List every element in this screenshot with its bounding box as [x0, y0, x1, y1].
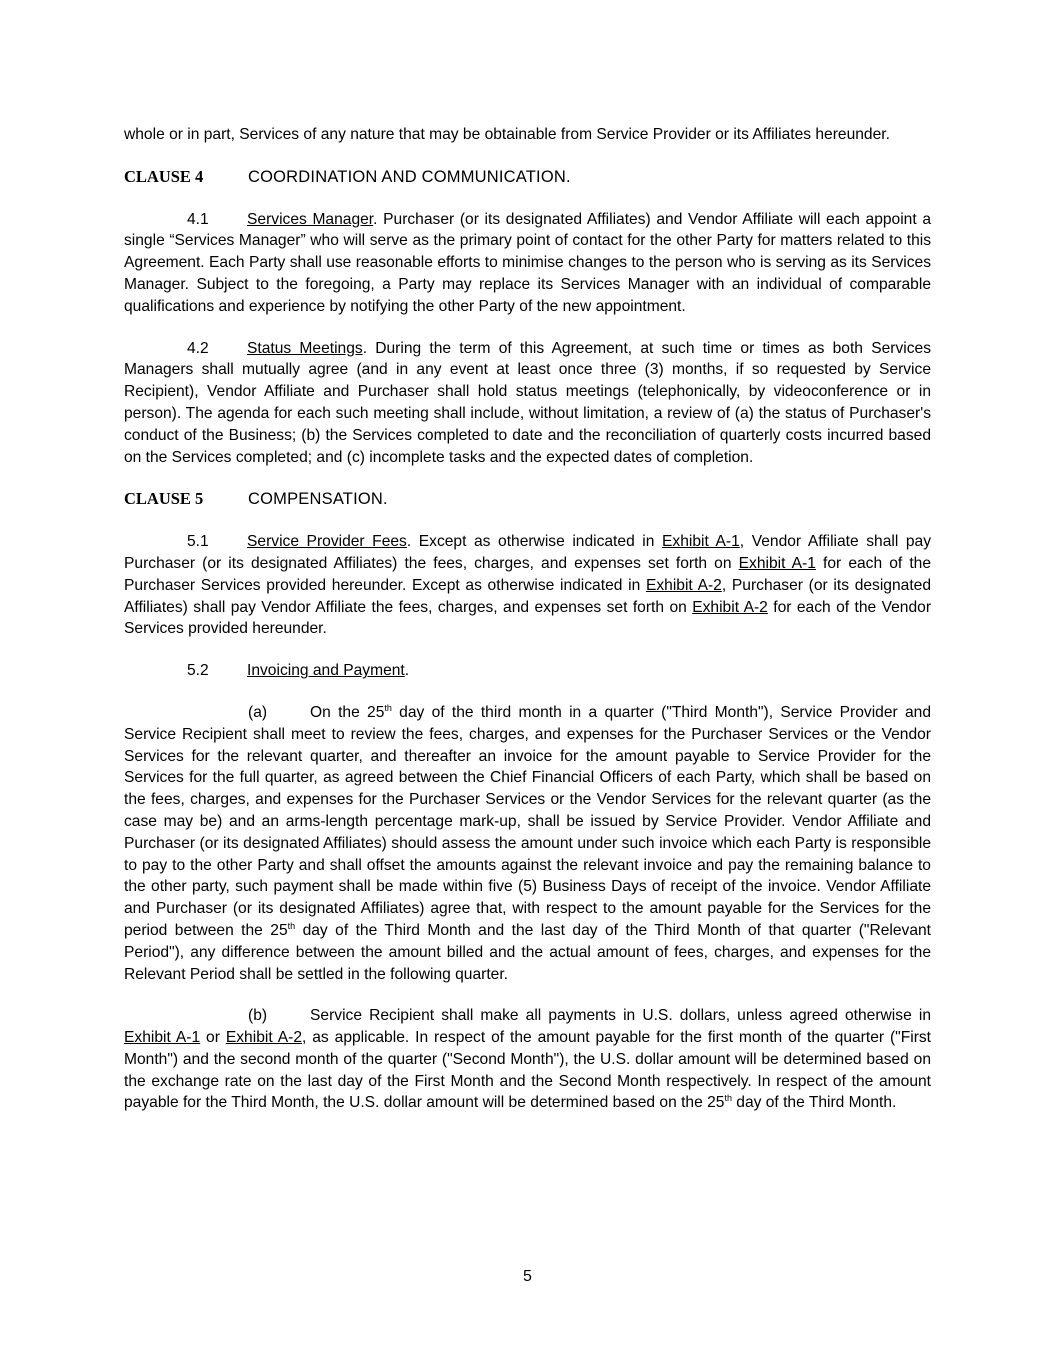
- section-text: , Purchaser (or its designated Affiliates) shall pay Vendor Affiliate the fees, charges, and expenses set forth on: [124, 576, 931, 616]
- subsection-5-2-a: [124, 702, 931, 985]
- section-text: , Vendor Affiliate shall pay Purchaser (or its designated Affiliates) the fees, charges, and expenses set forth on: [124, 533, 932, 572]
- section-heading: Status Meetings: [247, 339, 363, 357]
- page-number: 5: [523, 1268, 532, 1285]
- section-text: for each of the Vendor Services provided hereunder.: [124, 598, 932, 638]
- section-4-2: [124, 338, 931, 469]
- subsection-label: (b): [248, 1007, 268, 1025]
- section-text: day of the Third Month.: [731, 1094, 897, 1112]
- clause-title: COMPENSATION.: [248, 490, 388, 509]
- section-heading: Services Manager: [247, 210, 374, 228]
- ordinal-suffix: th: [287, 920, 296, 931]
- section-text: . During the term of this Agreement, at such time or times as both Services Managers shall mutually agree (and in any event at least once three (3) months, if so requested by Service Recipient), Vendor Affiliate and Purchaser shall hold status meetings (telephonically, by videoconference or in person). The agenda for each such meeting shall include, without limitation, a review of (a) the status of Purchaser's conduct of the Business; (b) the Services completed to date and the reconciliation of quarterly costs incurred based on the Services completed; and (c) incomplete tasks and the expected dates of completion.: [124, 339, 931, 466]
- section-text: Service Recipient shall make all payments in U.S. dollars, unless agreed otherwise in: [310, 1007, 931, 1025]
- section-text: day of the third month in a quarter ("Third Month"), Service Provider and Service Recipient shall meet to review the fees, charges, and expenses for the Purchaser Services or the Vendor Services for the relevant quarter, and thereafter an invoice for the amount payable to Service Provider for the Services for the full quarter, as agreed between the Chief Financial Officers of each Party, which shall be based on the fees, charges, and expenses for the Purchaser Services or the Vendor Services for the relevant quarter (as the case may be) and an arms-length percentage mark-up, shall be issued by Service Provider. Vendor Affiliate and Purchaser (or its designated Affiliates) should assess the amount under such invoice which each Party is responsible to pay to the other Party and shall offset the amounts against the relevant invoice and pay the remaining balance to the other party, such payment shall be made within five (5) Business Days of receipt of the invoice. Vendor Affiliate and Purchaser (or its designated Affiliates) agree that, with respect to the amount payable for the Services for the period between the 25: [124, 703, 931, 939]
- section-text: day of the Third Month and the last day of the Third Month of that quarter ("Relevant Period"), any difference between the amount billed and the actual amount of fees, charges, and expenses for the Relevant Period shall be settled in the following quarter.: [124, 921, 931, 983]
- clause-label: CLAUSE 5: [124, 489, 204, 509]
- clause-title: COORDINATION AND COMMUNICATION.: [248, 167, 571, 186]
- document-page: [124, 124, 931, 1114]
- section-text: . Purchaser (or its designated Affiliates) and Vendor Affiliate will each appoint a single “Services Manager” who will serve as the primary point of contact for the other Party for matters related to this Agreement. Each Party shall use reasonable efforts to minimise changes to the person who is serving as its Services Manager. Subject to the foregoing, a Party may replace its Services Manager with an individual of comparable qualifications and experience by notifying the other Party of the new appointment.: [124, 210, 931, 315]
- section-number: 4.1: [187, 210, 209, 228]
- exhibit-reference: Exhibit A-1: [662, 533, 740, 551]
- ordinal-suffix: th: [724, 1093, 732, 1104]
- section-text: . Except as otherwise indicated in: [406, 533, 663, 551]
- section-heading: Service Provider Fees: [247, 533, 407, 551]
- exhibit-reference: Exhibit A-2: [225, 1029, 302, 1047]
- subsection-label: (a): [248, 703, 268, 721]
- section-text: On the 25: [310, 703, 385, 721]
- clause-5-heading: [124, 488, 931, 511]
- clause-4-heading: [124, 166, 931, 189]
- continuation-paragraph: whole or in part, Services of any nature that may be obtainable from Service Provider or its Affiliates hereunder.: [124, 126, 890, 143]
- subsection-5-2-b: [124, 1005, 931, 1114]
- section-4-1: [124, 209, 931, 318]
- section-text: .: [404, 662, 410, 680]
- section-number: 5.2: [187, 662, 209, 680]
- ordinal-suffix: th: [384, 702, 392, 713]
- section-5-1: [124, 531, 931, 640]
- section-text: or: [200, 1029, 226, 1047]
- clause-label: CLAUSE 4: [124, 166, 204, 186]
- exhibit-reference: Exhibit A-2: [692, 598, 768, 616]
- section-text: , as applicable. In respect of the amount payable for the first month of the quarter ("First Month") and the second month of the quarter ("Second Month"), the U.S. dollar amount will be determined based on the exchange rate on the last day of the First Month and the Second Month respectively. In respect of the amount payable for the Third Month, the U.S. dollar amount will be determined based on the 25: [124, 1029, 932, 1112]
- section-number: 5.1: [187, 533, 209, 551]
- section-text: for each of the Purchaser Services provided hereunder. Except as otherwise indicated in: [124, 554, 932, 594]
- section-heading: Invoicing and Payment: [247, 662, 405, 680]
- exhibit-reference: Exhibit A-1: [738, 554, 816, 572]
- exhibit-reference: Exhibit A-1: [124, 1029, 201, 1047]
- exhibit-reference: Exhibit A-2: [645, 576, 722, 594]
- section-number: 4.2: [187, 339, 209, 357]
- section-5-2: [124, 660, 931, 682]
